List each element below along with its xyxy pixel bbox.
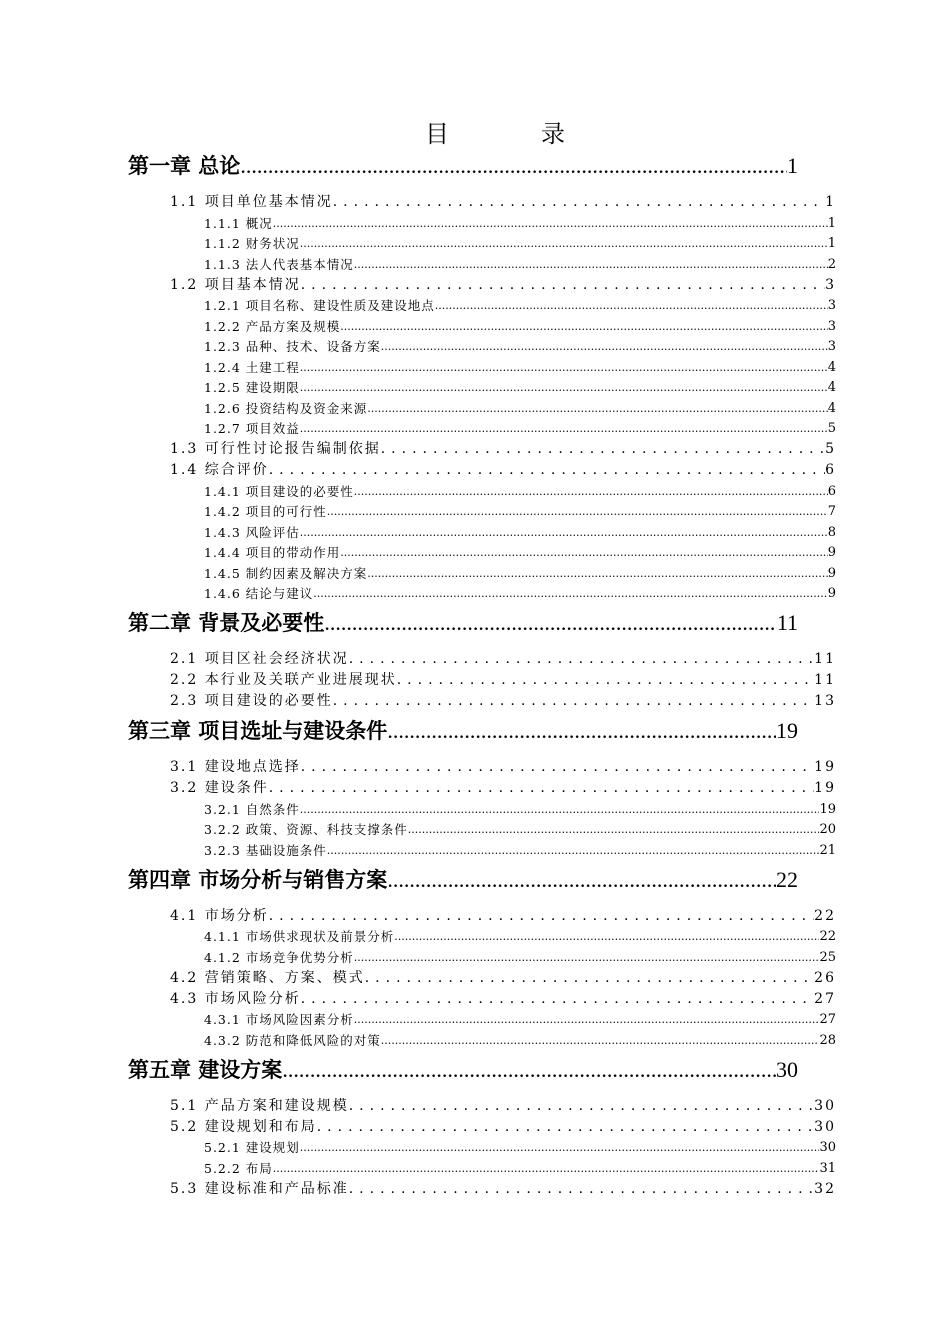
toc-entry-level-2[interactable] <box>170 968 836 989</box>
toc-entry-label: 1.1.3 法人代表基本情况 <box>204 256 354 272</box>
toc-entry-page-number: 19 <box>819 801 836 817</box>
toc-entry-level-3[interactable] <box>204 296 836 317</box>
toc-entry-page-number: 5 <box>825 441 836 457</box>
dot-leader <box>301 757 814 778</box>
toc-entry-label: 1.2.5 建设期限 <box>204 380 300 395</box>
table-of-contents <box>0 148 950 1200</box>
toc-entry-label: 2.2 本行业及关联产业进展现状 <box>170 672 397 688</box>
toc-entry-level-2[interactable] <box>170 192 836 213</box>
toc-entry-page-number: 31 <box>819 1160 836 1176</box>
toc-entry-page-number: 11 <box>776 610 798 635</box>
toc-entry-level-3[interactable] <box>204 820 836 841</box>
dot-leader <box>300 800 820 820</box>
toc-entry-level-3[interactable] <box>204 799 836 820</box>
chapter-spacer <box>0 749 950 757</box>
toc-entry-label: 4.3.2 防范和降低风险的对策 <box>204 1032 381 1048</box>
toc-entry-level-3[interactable] <box>204 584 836 605</box>
toc-entry-page-number: 1 <box>827 215 836 231</box>
toc-entry-page-number: 7 <box>827 504 836 519</box>
toc-entry-label: 1.2.2 产品方案及规模 <box>204 318 341 334</box>
toc-entry-page-number: 19 <box>814 759 836 775</box>
toc-entry-label: 3.2.1 自然条件 <box>204 801 300 817</box>
toc-entry-label: 4.3.1 市场风险因素分析 <box>204 1012 354 1027</box>
toc-entry-level-1[interactable] <box>128 1052 798 1088</box>
dot-leader <box>300 358 828 378</box>
toc-entry-label: 3.2 建设条件 <box>170 780 269 796</box>
chapter-spacer <box>0 898 950 906</box>
dot-leader <box>269 778 814 799</box>
toc-entry-page-number: 11 <box>814 672 836 688</box>
dot-leader <box>408 820 820 840</box>
toc-entry-level-2[interactable] <box>170 757 836 778</box>
toc-entry-level-3[interactable] <box>204 378 836 399</box>
toc-entry-page-number: 21 <box>819 842 836 858</box>
toc-entry-level-2[interactable] <box>170 460 836 481</box>
toc-entry-page-number: 1 <box>827 236 836 251</box>
toc-entry-label: 1.4.3 风险评估 <box>204 524 300 540</box>
toc-entry-label: 1.4 综合评价 <box>170 462 269 478</box>
toc-entry-label: 1.2.7 项目效益 <box>204 421 300 436</box>
toc-entry-level-3[interactable] <box>204 337 836 358</box>
toc-entry-level-2[interactable] <box>170 778 836 799</box>
toc-entry-label: 4.2 营销策略、方案、模式 <box>170 969 365 986</box>
toc-entry-label: 第五章 建设方案 <box>128 1057 283 1082</box>
toc-entry-level-3[interactable] <box>204 1138 836 1159</box>
toc-entry-level-2[interactable] <box>170 1179 836 1200</box>
toc-entry-page-number: 22 <box>776 866 798 892</box>
toc-entry-page-number: 28 <box>819 1032 836 1048</box>
dot-leader <box>387 713 776 749</box>
toc-entry-level-3[interactable] <box>204 357 836 378</box>
toc-entry-page-number: 1 <box>825 194 836 210</box>
toc-entry-page-number: 3 <box>827 298 836 313</box>
toc-entry-page-number: 3 <box>825 276 836 293</box>
toc-entry-page-number: 11 <box>814 651 836 667</box>
toc-entry-level-1[interactable] <box>128 713 798 749</box>
toc-entry-label: 1.2.6 投资结构及资金来源 <box>204 400 368 416</box>
toc-entry-label: 1.1.2 财务状况 <box>204 236 300 251</box>
toc-entry-page-number: 5 <box>827 421 836 436</box>
dot-leader <box>300 378 828 398</box>
toc-entry-page-number: 1 <box>787 153 798 178</box>
toc-entry-label: 2.3 项目建设的必要性 <box>170 693 333 709</box>
toc-entry-page-number: 19 <box>814 780 836 796</box>
toc-entry-level-3[interactable] <box>204 1010 836 1031</box>
dot-leader <box>354 948 820 968</box>
dot-leader <box>367 564 827 584</box>
dot-leader <box>435 296 828 316</box>
toc-entry-page-number: 4 <box>827 359 836 375</box>
dot-leader <box>240 148 787 184</box>
dot-leader <box>300 234 828 254</box>
toc-entry-label: 1.2.1 项目名称、建设性质及建设地点 <box>204 298 435 313</box>
toc-entry-level-3[interactable] <box>204 481 836 502</box>
toc-entry-page-number: 25 <box>819 949 836 965</box>
toc-entry-page-number: 9 <box>827 565 836 581</box>
toc-entry-label: 第一章 总论 <box>128 154 241 178</box>
toc-entry-label: 第四章 市场分析与销售方案 <box>128 867 388 892</box>
toc-entry-level-3[interactable] <box>204 398 836 419</box>
toc-entry-page-number: 9 <box>827 586 836 601</box>
dot-leader <box>349 1096 814 1117</box>
toc-entry-page-number: 9 <box>827 545 836 560</box>
toc-entry-level-1[interactable] <box>128 148 798 184</box>
dot-leader <box>282 1052 776 1088</box>
dot-leader <box>300 1138 820 1158</box>
toc-entry-level-1[interactable] <box>128 605 798 641</box>
toc-entry-label: 1.3 可行性讨论报告编制依据 <box>170 441 381 457</box>
toc-entry-level-3[interactable] <box>204 563 836 584</box>
toc-entry-level-3[interactable] <box>204 502 836 523</box>
toc-entry-label: 1.1.1 概况 <box>204 215 273 231</box>
toc-entry-page-number: 2 <box>827 256 836 272</box>
toc-entry-level-2[interactable] <box>170 906 836 927</box>
toc-entry-label: 1.2.4 土建工程 <box>204 359 300 375</box>
dot-leader <box>324 605 777 641</box>
toc-entry-label: 1.4.1 项目建设的必要性 <box>204 483 354 499</box>
toc-entry-level-3[interactable] <box>204 543 836 564</box>
toc-entry-page-number: 6 <box>827 483 836 499</box>
toc-entry-label: 4.1 市场分析 <box>170 907 269 924</box>
dot-leader <box>300 419 828 439</box>
toc-entry-label: 1.4.6 结论与建议 <box>204 586 314 601</box>
toc-entry-level-3[interactable] <box>204 522 836 543</box>
toc-entry-level-3[interactable] <box>204 234 836 255</box>
toc-entry-page-number: 30 <box>776 1056 798 1082</box>
dot-leader <box>327 841 820 861</box>
toc-entry-level-1[interactable] <box>128 862 798 898</box>
dot-leader <box>340 543 827 563</box>
dot-leader <box>301 989 814 1010</box>
toc-entry-level-3[interactable] <box>204 1158 836 1179</box>
toc-title: 目 录 <box>425 120 599 148</box>
dot-leader <box>349 1179 814 1200</box>
dot-leader <box>354 482 828 502</box>
dot-leader <box>349 649 814 670</box>
toc-entry-label: 2.1 项目区社会经济状况 <box>170 651 349 667</box>
dot-leader <box>269 460 825 481</box>
toc-entry-label: 3.2.2 政策、资源、科技支撑条件 <box>204 822 408 837</box>
toc-entry-label: 1.4.2 项目的可行性 <box>204 504 327 519</box>
toc-entry-level-2[interactable] <box>170 670 836 691</box>
dot-leader <box>365 968 814 989</box>
toc-entry-page-number: 3 <box>827 339 836 354</box>
toc-entry-label: 1.4.5 制约因素及解决方案 <box>204 565 368 581</box>
dot-leader <box>273 1159 820 1179</box>
toc-entry-label: 1.1 项目单位基本情况 <box>170 194 333 210</box>
toc-entry-page-number: 30 <box>814 1097 836 1114</box>
dot-leader <box>317 1117 814 1138</box>
toc-entry-page-number: 4 <box>827 380 836 395</box>
toc-entry-level-3[interactable] <box>204 840 836 861</box>
dot-leader <box>333 691 814 712</box>
toc-entry-label: 5.1 产品方案和建设规模 <box>170 1097 349 1114</box>
dot-leader <box>394 927 819 947</box>
toc-entry-label: 4.3 市场风险分析 <box>170 990 301 1007</box>
toc-entry-level-2[interactable] <box>170 275 836 296</box>
toc-entry-level-3[interactable] <box>204 254 836 275</box>
toc-entry-page-number: 30 <box>819 1140 836 1155</box>
toc-entry-page-number: 3 <box>827 318 836 334</box>
dot-leader <box>387 862 776 898</box>
chapter-spacer <box>0 641 950 649</box>
toc-entry-level-2[interactable] <box>170 439 836 460</box>
toc-entry-page-number: 22 <box>819 929 836 944</box>
toc-entry-page-number: 13 <box>814 693 836 709</box>
toc-entry-label: 第三章 项目选址与建设条件 <box>128 719 388 743</box>
toc-entry-label: 1.2 项目基本情况 <box>170 276 301 293</box>
dot-leader <box>300 523 828 543</box>
toc-entry-level-3[interactable] <box>204 1030 836 1051</box>
chapter-spacer <box>0 184 950 192</box>
toc-entry-label: 5.2 建设规划和布局 <box>170 1118 317 1135</box>
toc-entry-label: 3.2.3 基础设施条件 <box>204 842 327 858</box>
toc-entry-label: 3.1 建设地点选择 <box>170 759 301 775</box>
toc-entry-level-2[interactable] <box>170 691 836 712</box>
toc-entry-level-3[interactable] <box>204 927 836 948</box>
toc-entry-label: 5.3 建设标准和产品标准 <box>170 1180 349 1197</box>
toc-entry-page-number: 32 <box>814 1180 836 1197</box>
toc-entry-label: 5.2.2 布局 <box>204 1160 273 1176</box>
dot-leader <box>333 192 825 213</box>
toc-entry-page-number: 6 <box>825 462 836 478</box>
toc-entry-page-number: 8 <box>827 524 836 540</box>
toc-entry-level-3[interactable] <box>204 316 836 337</box>
toc-entry-level-2[interactable] <box>170 989 836 1010</box>
toc-entry-label: 4.1.2 市场竞争优势分析 <box>204 949 354 965</box>
dot-leader <box>273 214 828 234</box>
dot-leader <box>381 337 828 357</box>
dot-leader <box>269 906 814 927</box>
toc-entry-page-number: 19 <box>776 718 798 743</box>
dot-leader <box>381 439 825 460</box>
toc-entry-page-number: 20 <box>819 822 836 837</box>
toc-entry-page-number: 27 <box>814 990 836 1007</box>
toc-entry-page-number: 22 <box>814 907 836 924</box>
dot-leader <box>327 502 828 522</box>
toc-entry-label: 1.2.3 品种、技术、设备方案 <box>204 339 381 354</box>
dot-leader <box>367 399 827 419</box>
toc-entry-page-number: 26 <box>814 969 836 986</box>
toc-entry-page-number: 30 <box>814 1118 836 1135</box>
toc-entry-label: 4.1.1 市场供求现状及前景分析 <box>204 929 395 944</box>
dot-leader <box>381 1031 820 1051</box>
chapter-spacer <box>0 1088 950 1096</box>
dot-leader <box>354 255 828 275</box>
toc-entry-label: 第二章 背景及必要性 <box>128 611 325 635</box>
toc-entry-page-number: 4 <box>827 400 836 416</box>
toc-entry-level-2[interactable] <box>170 1117 836 1138</box>
dot-leader <box>301 275 825 296</box>
dot-leader <box>354 1010 820 1030</box>
toc-entry-label: 5.2.1 建设规划 <box>204 1140 300 1155</box>
toc-entry-label: 1.4.4 项目的带动作用 <box>204 545 341 560</box>
toc-entry-level-3[interactable] <box>204 213 836 234</box>
dot-leader <box>397 670 814 691</box>
dot-leader <box>340 317 827 337</box>
toc-entry-page-number: 27 <box>819 1012 836 1027</box>
toc-entry-level-2[interactable] <box>170 649 836 670</box>
toc-entry-level-3[interactable] <box>204 947 836 968</box>
toc-entry-level-3[interactable] <box>204 419 836 440</box>
toc-entry-level-2[interactable] <box>170 1096 836 1117</box>
dot-leader <box>313 584 827 604</box>
